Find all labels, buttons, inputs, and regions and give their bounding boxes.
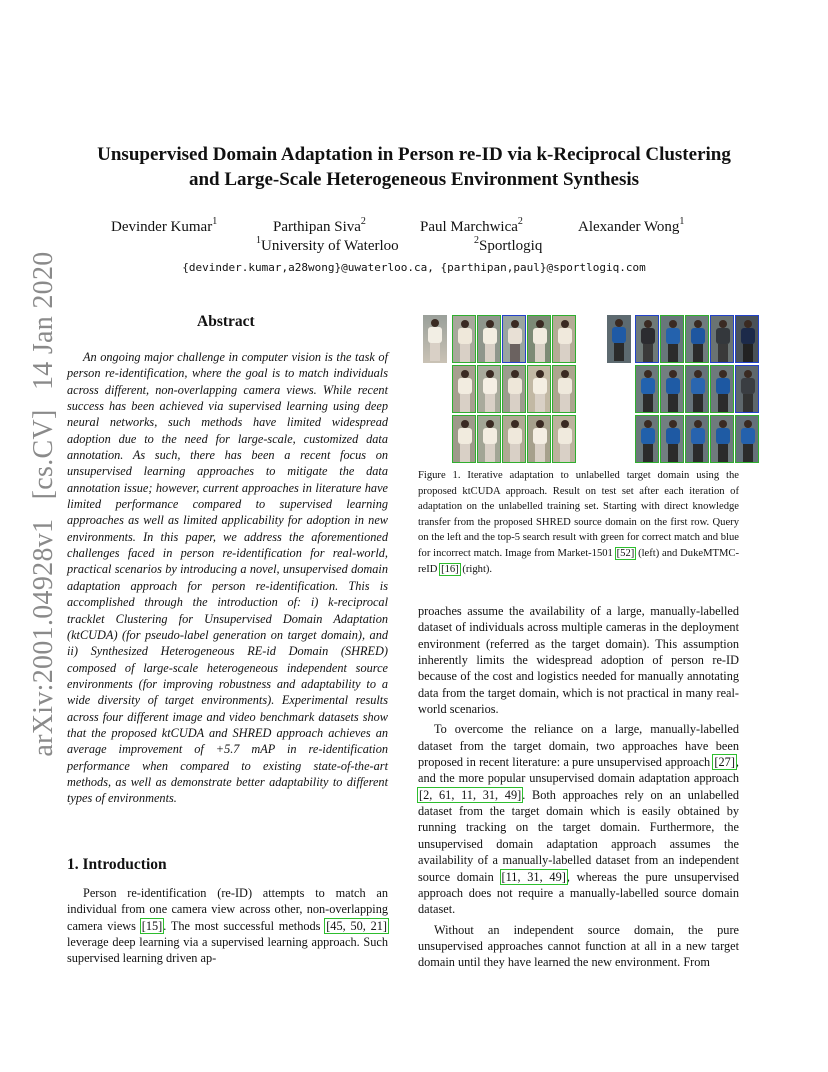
section-heading-introduction: 1. Introduction [67, 856, 167, 873]
result-incorrect [735, 365, 759, 413]
author-sup: 1 [679, 216, 685, 227]
result-correct [552, 415, 576, 463]
result-correct [452, 365, 476, 413]
author-4 [578, 216, 685, 236]
paragraph [418, 721, 739, 917]
citation-link[interactable]: [2, 61, 11, 31, 49] [419, 787, 522, 802]
text-span: . Both approaches rely on an unlabelled dataset from the target domain which is easily obtained by running tracking on the target domain. Furthermore, the unsupervised domain adaptation approach assumes the availability of a manually-labelled dataset from an independent source domain [418, 787, 739, 884]
affiliation-sup: 2 [474, 235, 479, 246]
result-correct [502, 365, 526, 413]
author-name: Alexander Wong [578, 219, 680, 235]
author-3 [420, 216, 523, 236]
affiliation-name: University of Waterloo [261, 238, 399, 254]
result-correct [452, 315, 476, 363]
result-correct [477, 315, 501, 363]
author-name: Paul Marchwica [420, 219, 518, 235]
figure-1-image-grid [421, 313, 736, 465]
text-span: (right). [459, 563, 493, 575]
result-incorrect [502, 315, 526, 363]
text-span: To overcome the reliance on a large, manually-labelled dataset from the target domain, two approaches have been proposed in recent literature: a pure unsupervised approach [418, 722, 739, 770]
query-image-duke [607, 315, 631, 363]
result-correct [527, 315, 551, 363]
arxiv-date: 14 Jan 2020 [28, 251, 59, 391]
author-sup: 1 [212, 216, 218, 227]
result-correct [685, 415, 709, 463]
result-correct [710, 415, 734, 463]
result-correct [452, 415, 476, 463]
arxiv-category: [cs.CV] [28, 409, 59, 500]
result-incorrect [635, 315, 659, 363]
citation-link[interactable]: [52] [616, 547, 635, 559]
text-span: Figure 1. Iterative adaptation to unlabelled target domain using the proposed ktCUDA approach. Result on test set after each iteration of adaptation on the unlabelled training set. Starting with direct knowledge transfer from the proposed SHRED source domain on the first row. Query on the left and the top-5 search result with green for correct match and blue for incorrect match. Image from Market-1501 [418, 470, 739, 559]
result-correct [685, 315, 709, 363]
result-correct [477, 365, 501, 413]
result-correct [552, 365, 576, 413]
text-span: . The most successful methods [163, 918, 326, 933]
affiliation-sup: 1 [256, 235, 261, 246]
text-span: , whereas the pure unsupervised approach does not require a manually-labelled source domain dataset. [418, 869, 740, 917]
title-line-2: and Large-Scale Heterogeneous Environment Synthesis [188, 169, 640, 190]
result-correct [527, 415, 551, 463]
text-span: Person re-identification (re-ID) attempts to match an individual from one camera view across other, non-overlapping camera views [67, 886, 388, 933]
title-line-1: Unsupervised Domain Adaptation in Person re-ID via k-Reciprocal Clustering [97, 144, 731, 165]
result-correct [660, 365, 684, 413]
intro-paragraph [67, 885, 388, 967]
result-correct [735, 415, 759, 463]
result-correct [502, 415, 526, 463]
query-image-market [423, 315, 447, 363]
author-emails: {devinder.kumar,a28wong}@uwaterloo.ca, {parthipan,paul}@sportlogiq.com [182, 261, 646, 274]
result-correct [660, 315, 684, 363]
author-1 [111, 216, 218, 236]
citation-link[interactable]: [15] [141, 918, 163, 933]
result-correct [635, 415, 659, 463]
text-span: , and the more popular unsupervised domain adaptation approach [418, 755, 739, 786]
paper-title [70, 142, 758, 192]
citation-link[interactable]: [45, 50, 21] [326, 918, 387, 933]
result-correct [660, 415, 684, 463]
paragraph: Without an independent source domain, the pure unsupervised approaches cannot function at all in a new target domain until they have learned the new environment. From [418, 922, 739, 970]
author-2 [273, 216, 366, 236]
affiliation-name: Sportlogiq [479, 238, 543, 254]
author-name: Devinder Kumar [111, 219, 213, 235]
result-correct [527, 365, 551, 413]
result-correct [477, 415, 501, 463]
abstract-text: An ongoing major challenge in computer vision is the task of person re-identification, where the goal is to match individuals across different, non-overlapping camera views. While recent success has been achieved via supervised learning using deep neural networks, such methods have limited widespread adoption due to the need for large-scale, customized data annotation. As such, there has been a recent focus on unsupervised learning approaches to mitigate the data annotation issue; however, current approaches in literature have limited performance compared to supervised learning approaches as well as limited applicability for adoption in new environments. In this paper, we address the aforementioned challenges faced in person re-identification for real-world, practical scenarios by introducing a novel, unsupervised domain adaptation approach for person re-identification. This is accomplished through the introduction of: i) k-reciprocal tracklet Clustering for Unsupervised Domain Adaptation (ktCUDA) (for pseudo-label generation on target domain), and ii) Synthesized Heterogeneous RE-id Domain (SHRED) composed of large-scale heterogeneous independent source environments (for improving robustness and adaptability to a wide diversity of target environments). Experimental results across four different image and video benchmark datasets show that the proposed ktCUDA and SHRED approach achieves an average improvement of +5.7 mAP in re-identification performance when compared to existing state-of-the-art methods, as well as demonstrate better adaptability to different types of environments. [67, 350, 388, 806]
author-sup: 2 [517, 216, 523, 227]
right-column-text [418, 603, 739, 971]
citation-link[interactable]: [11, 31, 49] [501, 869, 566, 884]
paragraph: proaches assume the availability of a large, manually-labelled dataset of individuals across multiple cameras in the deployment environment (referred as the target domain). This assumption inherently limits the widespread adoption of person re-ID because of the cost and logistics needed for manually annotating data from the target domain, which is not practical in many real-world scenarios. [418, 604, 739, 717]
author-name: Parthipan Siva [273, 219, 361, 235]
citation-link[interactable]: [27] [714, 755, 735, 770]
arxiv-sidebar [26, 251, 62, 757]
result-correct [710, 365, 734, 413]
affiliation-2 [474, 235, 543, 255]
citation-link[interactable]: [16] [441, 563, 459, 575]
abstract-heading: Abstract [197, 313, 255, 330]
figure-1-caption [418, 468, 739, 577]
affiliation-1 [256, 235, 399, 255]
result-incorrect [710, 315, 734, 363]
text-span: (left) and DukeMTMC-reID [418, 547, 739, 575]
result-incorrect [735, 315, 759, 363]
author-sup: 2 [360, 216, 366, 227]
result-correct [685, 365, 709, 413]
result-correct [552, 315, 576, 363]
arxiv-id[interactable]: arXiv:2001.04928v1 [28, 518, 59, 757]
result-correct [635, 365, 659, 413]
text-span: leverage deep learning via a supervised learning approach. Such supervised learning driven ap- [67, 935, 388, 966]
